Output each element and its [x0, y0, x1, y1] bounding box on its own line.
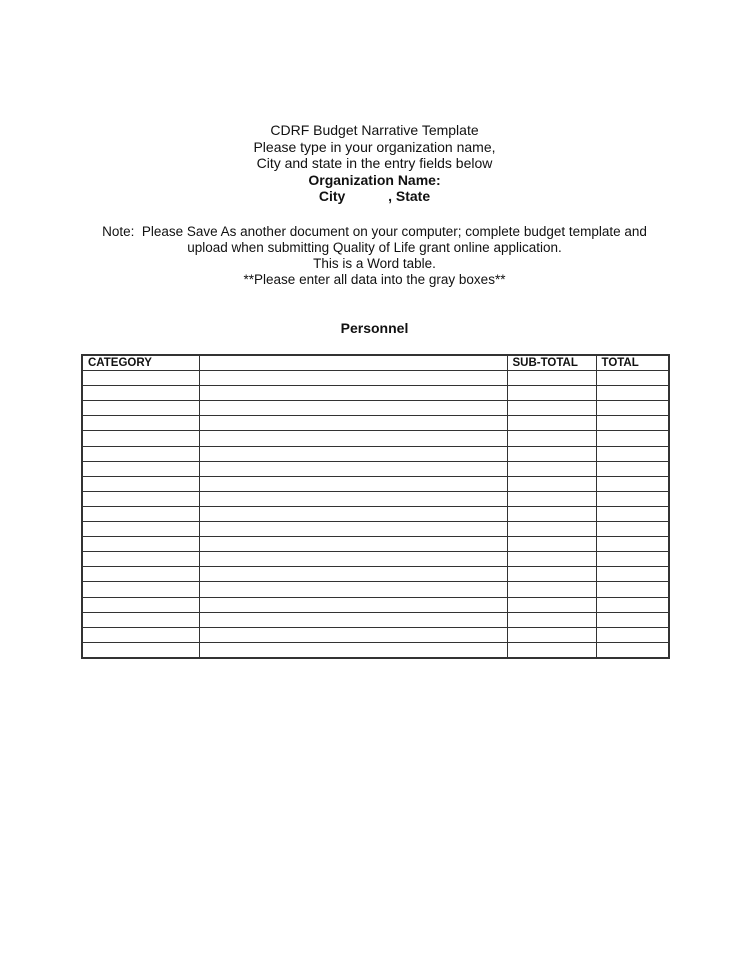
sub-total-cell[interactable]: [507, 446, 596, 461]
table-row: [82, 491, 669, 506]
category-cell[interactable]: [82, 371, 199, 386]
total-cell[interactable]: [596, 386, 669, 401]
sub-total-cell[interactable]: [507, 506, 596, 521]
description-cell[interactable]: [199, 506, 507, 521]
instruction-line-1: Please type in your organization name,: [253, 138, 496, 155]
table-row: [82, 552, 669, 567]
category-cell[interactable]: [82, 582, 199, 597]
table-row: [82, 476, 669, 491]
header-total: TOTAL: [596, 355, 669, 371]
note-line-2: upload when submitting Quality of Life grant online application.: [187, 240, 562, 255]
description-cell[interactable]: [199, 522, 507, 537]
category-cell[interactable]: [82, 567, 199, 582]
category-cell[interactable]: [82, 446, 199, 461]
table-row: [82, 567, 669, 582]
category-cell[interactable]: [82, 476, 199, 491]
category-cell[interactable]: [82, 612, 199, 627]
description-cell[interactable]: [199, 597, 507, 612]
sub-total-cell[interactable]: [507, 612, 596, 627]
total-cell[interactable]: [596, 567, 669, 582]
sub-total-cell[interactable]: [507, 597, 596, 612]
description-cell[interactable]: [199, 386, 507, 401]
table-row: [82, 506, 669, 521]
sub-total-cell[interactable]: [507, 461, 596, 476]
total-cell[interactable]: [596, 522, 669, 537]
category-cell[interactable]: [82, 431, 199, 446]
table-body: [82, 371, 669, 658]
instruction-line-2: City and state in the entry fields below: [256, 155, 493, 171]
sub-total-cell[interactable]: [507, 401, 596, 416]
header-category: CATEGORY: [82, 355, 199, 371]
city-state-line: [0, 188, 749, 205]
total-cell[interactable]: [596, 597, 669, 612]
sub-total-cell[interactable]: [507, 537, 596, 552]
table-row: [82, 627, 669, 642]
description-cell[interactable]: [199, 371, 507, 386]
table-row: [82, 386, 669, 401]
total-cell[interactable]: [596, 371, 669, 386]
header-sub-total: SUB-TOTAL: [507, 355, 596, 371]
description-cell[interactable]: [199, 537, 507, 552]
category-cell[interactable]: [82, 537, 199, 552]
header-description: [199, 355, 507, 371]
category-cell[interactable]: [82, 597, 199, 612]
table-row: [82, 642, 669, 658]
table-row: [82, 537, 669, 552]
sub-total-cell[interactable]: [507, 582, 596, 597]
total-cell[interactable]: [596, 642, 669, 658]
total-cell[interactable]: [596, 491, 669, 506]
sub-total-cell[interactable]: [507, 416, 596, 431]
category-cell[interactable]: [82, 522, 199, 537]
total-cell[interactable]: [596, 627, 669, 642]
description-cell[interactable]: [199, 491, 507, 506]
description-cell[interactable]: [199, 552, 507, 567]
total-cell[interactable]: [596, 401, 669, 416]
sub-total-cell[interactable]: [507, 431, 596, 446]
document-title: CDRF Budget Narrative Template: [270, 122, 479, 138]
city-field[interactable]: City: [318, 188, 346, 204]
note-block: [0, 224, 749, 288]
table-row: [82, 522, 669, 537]
sub-total-cell[interactable]: [507, 627, 596, 642]
note-line-1: Note: Please Save As another document on your computer; complete budget template and: [102, 224, 647, 239]
total-cell[interactable]: [596, 476, 669, 491]
category-cell[interactable]: [82, 386, 199, 401]
total-cell[interactable]: [596, 461, 669, 476]
sub-total-cell[interactable]: [507, 386, 596, 401]
category-cell[interactable]: [82, 627, 199, 642]
total-cell[interactable]: [596, 446, 669, 461]
description-cell[interactable]: [199, 567, 507, 582]
description-cell[interactable]: [199, 582, 507, 597]
category-cell[interactable]: [82, 642, 199, 658]
sub-total-cell[interactable]: [507, 491, 596, 506]
table-row: [82, 371, 669, 386]
table-row: [82, 401, 669, 416]
table-header-row: [82, 355, 669, 371]
description-cell[interactable]: [199, 401, 507, 416]
sub-total-cell[interactable]: [507, 642, 596, 658]
total-cell[interactable]: [596, 612, 669, 627]
note-line-4: **Please enter all data into the gray boxes**: [243, 272, 506, 287]
category-cell[interactable]: [82, 461, 199, 476]
category-cell[interactable]: [82, 491, 199, 506]
table-row: [82, 582, 669, 597]
total-cell[interactable]: [596, 416, 669, 431]
sub-total-cell[interactable]: [507, 567, 596, 582]
total-cell[interactable]: [596, 582, 669, 597]
category-cell[interactable]: [82, 506, 199, 521]
state-field[interactable]: , State: [388, 188, 431, 204]
description-cell[interactable]: [199, 627, 507, 642]
description-cell[interactable]: [199, 446, 507, 461]
document-header: [0, 122, 749, 205]
total-cell[interactable]: [596, 431, 669, 446]
description-cell[interactable]: [199, 416, 507, 431]
description-cell[interactable]: [199, 612, 507, 627]
table-row: [82, 446, 669, 461]
total-cell[interactable]: [596, 537, 669, 552]
sub-total-cell[interactable]: [507, 371, 596, 386]
personnel-budget-table: [81, 354, 670, 659]
section-title-personnel: Personnel: [340, 320, 409, 336]
table-row: [82, 431, 669, 446]
sub-total-cell[interactable]: [507, 522, 596, 537]
description-cell[interactable]: [199, 642, 507, 658]
organization-name-label: Organization Name:: [308, 171, 441, 188]
sub-total-cell[interactable]: [507, 476, 596, 491]
table-row: [82, 416, 669, 431]
category-cell[interactable]: [82, 552, 199, 567]
sub-total-cell[interactable]: [507, 552, 596, 567]
total-cell[interactable]: [596, 506, 669, 521]
category-cell[interactable]: [82, 416, 199, 431]
note-line-3: This is a Word table.: [313, 256, 436, 271]
table-row: [82, 597, 669, 612]
organization-name-field[interactable]: [0, 172, 749, 189]
description-cell[interactable]: [199, 476, 507, 491]
category-cell[interactable]: [82, 401, 199, 416]
table-row: [82, 612, 669, 627]
table-row: [82, 461, 669, 476]
total-cell[interactable]: [596, 552, 669, 567]
description-cell[interactable]: [199, 431, 507, 446]
description-cell[interactable]: [199, 461, 507, 476]
